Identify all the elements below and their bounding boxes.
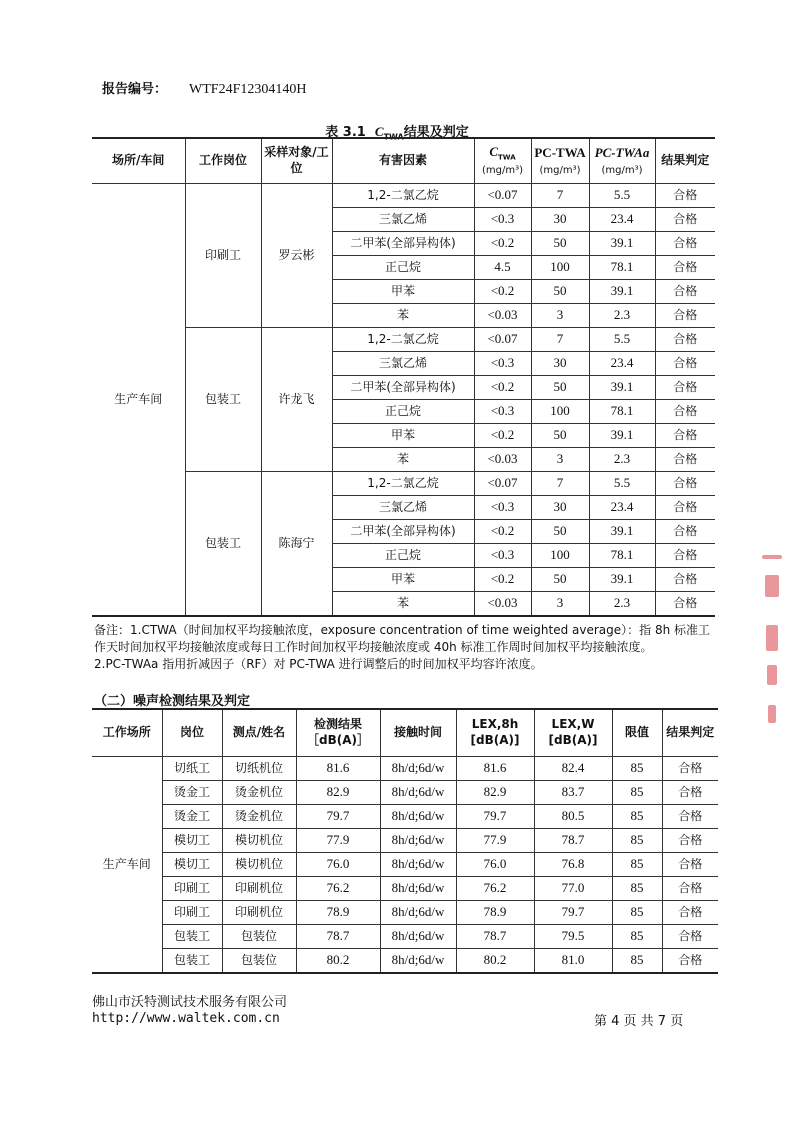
pctwa-cell: 7 [531,472,589,496]
th2-location: 工作场所 [92,709,162,757]
factor-cell: 1,2-二氯乙烷 [332,472,474,496]
noise-lex8h-cell: 81.6 [456,757,534,781]
post-cell: 印刷工 [185,184,261,328]
noise-lexw-cell: 77.0 [534,877,612,901]
table-row [92,829,718,853]
noise-post-cell: 烫金工 [162,781,222,805]
noise-point-cell: 切纸机位 [222,757,296,781]
result-cell: 合格 [655,496,715,520]
noise-post-cell: 模切工 [162,853,222,877]
noise-point-cell: 模切机位 [222,829,296,853]
table1-caption-ctwa: C [374,124,384,139]
pctwa-cell: 100 [531,256,589,280]
noise-judgement-cell: 合格 [662,877,718,901]
noise-value-cell: 79.7 [296,805,380,829]
th2-time: 接触时间 [380,709,456,757]
ctwa-cell: <0.03 [474,448,531,472]
table2-header-row [92,709,718,757]
factor-cell: 1,2-二氯乙烷 [332,328,474,352]
noise-lexw-cell: 76.8 [534,853,612,877]
noise-time-cell: 8h/d;6d/w [380,829,456,853]
factor-cell: 三氯乙烯 [332,496,474,520]
noise-judgement-cell: 合格 [662,829,718,853]
factor-cell: 正己烷 [332,544,474,568]
result-cell: 合格 [655,400,715,424]
pctwa-cell: 50 [531,424,589,448]
table1-header-row [92,138,715,184]
noise-lexw-cell: 79.5 [534,925,612,949]
noise-point-cell: 烫金机位 [222,781,296,805]
result-cell: 合格 [655,568,715,592]
noise-post-cell: 包装工 [162,949,222,974]
noise-value-cell: 77.9 [296,829,380,853]
ctwa-cell: <0.07 [474,184,531,208]
noise-lex8h-cell: 79.7 [456,805,534,829]
ctwa-cell: <0.2 [474,232,531,256]
pctwaa-cell: 39.1 [589,232,655,256]
pctwa-cell: 3 [531,592,589,617]
noise-time-cell: 8h/d;6d/w [380,757,456,781]
ctwa-cell: 4.5 [474,256,531,280]
post-cell: 包装工 [185,328,261,472]
noise-value-cell: 80.2 [296,949,380,974]
noise-judgement-cell: 合格 [662,757,718,781]
report-number-value: WTF24F12304140H [189,82,307,97]
result-cell: 合格 [655,328,715,352]
factor-cell: 正己烷 [332,400,474,424]
noise-lex8h-cell: 80.2 [456,949,534,974]
pctwaa-cell: 5.5 [589,472,655,496]
noise-location-cell: 生产车间 [92,757,162,974]
pctwaa-cell: 2.3 [589,304,655,328]
pctwa-cell: 50 [531,280,589,304]
ctwa-cell: <0.03 [474,304,531,328]
result-cell: 合格 [655,232,715,256]
noise-post-cell: 切纸工 [162,757,222,781]
noise-lexw-cell: 81.0 [534,949,612,974]
noise-time-cell: 8h/d;6d/w [380,949,456,974]
factor-cell: 苯 [332,304,474,328]
result-cell: 合格 [655,208,715,232]
seal-stamp-mark [762,555,782,725]
result-cell: 合格 [655,472,715,496]
ctwa-cell: <0.03 [474,592,531,617]
table-row [92,805,718,829]
noise-lexw-cell: 82.4 [534,757,612,781]
table-row [92,925,718,949]
ctwa-cell: <0.2 [474,520,531,544]
factor-cell: 二甲苯(全部异构体) [332,376,474,400]
ctwa-cell: <0.2 [474,568,531,592]
pctwa-cell: 30 [531,208,589,232]
factor-cell: 正己烷 [332,256,474,280]
noise-judgement-cell: 合格 [662,853,718,877]
th2-post: 岗位 [162,709,222,757]
pctwa-cell: 50 [531,520,589,544]
note-line-2: 2.PC-TWAa 指用折减因子（RF）对 PC-TWA 进行调整后的时间加权平均容许浓度。 [94,657,543,671]
ctwa-cell: <0.2 [474,376,531,400]
noise-value-cell: 82.9 [296,781,380,805]
th-factor: 有害因素 [332,138,474,184]
th2-limit: 限值 [612,709,662,757]
th2-judgement: 结果判定 [662,709,718,757]
th-post: 工作岗位 [185,138,261,184]
th-pctwa: PC-TWA (mg/m³) [531,138,589,184]
noise-limit-cell: 85 [612,757,662,781]
noise-lex8h-cell: 76.2 [456,877,534,901]
noise-point-cell: 包装位 [222,949,296,974]
location-cell: 生产车间 [92,184,185,617]
noise-results-table [92,708,718,974]
noise-post-cell: 模切工 [162,829,222,853]
th-result: 结果判定 [655,138,715,184]
factor-cell: 甲苯 [332,424,474,448]
pctwaa-cell: 2.3 [589,448,655,472]
ctwa-cell: <0.3 [474,352,531,376]
table-row [92,853,718,877]
pctwa-cell: 30 [531,352,589,376]
noise-value-cell: 76.0 [296,853,380,877]
noise-limit-cell: 85 [612,781,662,805]
object-cell: 陈海宁 [261,472,332,617]
ctwa-cell: <0.07 [474,472,531,496]
noise-lexw-cell: 83.7 [534,781,612,805]
table-row [92,328,715,352]
noise-judgement-cell: 合格 [662,925,718,949]
factor-cell: 二甲苯(全部异构体) [332,232,474,256]
ctwa-cell: <0.3 [474,496,531,520]
noise-limit-cell: 85 [612,829,662,853]
th2-lexw: LEX,W [dB(A)] [534,709,612,757]
th2-point: 测点/姓名 [222,709,296,757]
ctwa-cell: <0.3 [474,400,531,424]
noise-time-cell: 8h/d;6d/w [380,925,456,949]
table-row [92,184,715,208]
ctwa-cell: <0.2 [474,280,531,304]
noise-value-cell: 78.7 [296,925,380,949]
noise-time-cell: 8h/d;6d/w [380,805,456,829]
result-cell: 合格 [655,424,715,448]
pctwaa-cell: 23.4 [589,208,655,232]
factor-cell: 苯 [332,448,474,472]
noise-post-cell: 印刷工 [162,901,222,925]
report-number [102,78,306,98]
result-cell: 合格 [655,376,715,400]
ctwa-cell: <0.2 [474,424,531,448]
object-cell: 罗云彬 [261,184,332,328]
noise-limit-cell: 85 [612,925,662,949]
noise-lex8h-cell: 82.9 [456,781,534,805]
noise-point-cell: 模切机位 [222,853,296,877]
noise-lexw-cell: 80.5 [534,805,612,829]
noise-judgement-cell: 合格 [662,805,718,829]
noise-lex8h-cell: 77.9 [456,829,534,853]
table1-caption-number: 表 3.1 [325,125,366,140]
pctwa-cell: 50 [531,232,589,256]
noise-lex8h-cell: 78.7 [456,925,534,949]
ctwa-cell: <0.3 [474,544,531,568]
noise-lexw-cell: 78.7 [534,829,612,853]
pctwaa-cell: 78.1 [589,544,655,568]
noise-point-cell: 印刷机位 [222,901,296,925]
noise-post-cell: 包装工 [162,925,222,949]
pctwaa-cell: 78.1 [589,400,655,424]
th2-lex8h: LEX,8h [dB(A)] [456,709,534,757]
factor-cell: 二甲苯(全部异构体) [332,520,474,544]
noise-limit-cell: 85 [612,877,662,901]
pctwaa-cell: 39.1 [589,568,655,592]
noise-time-cell: 8h/d;6d/w [380,877,456,901]
pctwaa-cell: 23.4 [589,352,655,376]
factor-cell: 甲苯 [332,568,474,592]
footer-page-number: 第 4 页 共 7 页 [594,1014,684,1029]
noise-lex8h-cell: 78.9 [456,901,534,925]
table-row [92,757,718,781]
noise-value-cell: 81.6 [296,757,380,781]
table-row [92,901,718,925]
factor-cell: 三氯乙烯 [332,352,474,376]
noise-value-cell: 76.2 [296,877,380,901]
noise-point-cell: 烫金机位 [222,805,296,829]
pctwa-cell: 3 [531,448,589,472]
result-cell: 合格 [655,280,715,304]
noise-value-cell: 78.9 [296,901,380,925]
pctwaa-cell: 2.3 [589,592,655,617]
noise-limit-cell: 85 [612,901,662,925]
noise-section-title: （二）噪声检测结果及判定 [94,694,251,709]
ctwa-cell: <0.07 [474,328,531,352]
post-cell: 包装工 [185,472,261,617]
note-line-1: 备注：1.CTWA（时间加权平均接触浓度，exposure concentration of time weighted average）：指 8h 标准工作天时间加权平均接触浓度或每日工作时间加权平均接触浓度或 40h 标准工作周时间加权平均接触浓度。 [94,623,711,654]
noise-limit-cell: 85 [612,949,662,974]
factor-cell: 三氯乙烯 [332,208,474,232]
pctwa-cell: 3 [531,304,589,328]
noise-judgement-cell: 合格 [662,949,718,974]
table-row [92,781,718,805]
pctwaa-cell: 39.1 [589,520,655,544]
result-cell: 合格 [655,448,715,472]
th-pctwaa: PC-TWAa (mg/m³) [589,138,655,184]
pctwa-cell: 7 [531,184,589,208]
result-cell: 合格 [655,352,715,376]
pctwaa-cell: 39.1 [589,280,655,304]
object-cell: 许龙飞 [261,328,332,472]
pctwaa-cell: 39.1 [589,376,655,400]
table-row [92,877,718,901]
result-cell: 合格 [655,592,715,617]
noise-limit-cell: 85 [612,853,662,877]
noise-time-cell: 8h/d;6d/w [380,901,456,925]
table1-note [94,622,720,673]
pctwaa-cell: 23.4 [589,496,655,520]
noise-time-cell: 8h/d;6d/w [380,781,456,805]
pctwa-cell: 7 [531,328,589,352]
noise-point-cell: 印刷机位 [222,877,296,901]
noise-post-cell: 印刷工 [162,877,222,901]
noise-lex8h-cell: 76.0 [456,853,534,877]
pctwa-cell: 100 [531,400,589,424]
th-location: 场所/车间 [92,138,185,184]
th-ctwa: $C_{TWA}$ (mg/m³) [474,138,531,184]
footer-url-link[interactable]: http://www.waltek.com.cn [92,1011,280,1026]
pctwa-cell: 30 [531,496,589,520]
pctwa-cell: 50 [531,568,589,592]
noise-lexw-cell: 79.7 [534,901,612,925]
pctwaa-cell: 5.5 [589,184,655,208]
result-cell: 合格 [655,184,715,208]
noise-judgement-cell: 合格 [662,901,718,925]
result-cell: 合格 [655,544,715,568]
report-number-label: 报告编号： [102,82,168,97]
footer-company: 佛山市沃特测试技术服务有限公司 [92,995,288,1010]
noise-point-cell: 包装位 [222,925,296,949]
result-cell: 合格 [655,256,715,280]
th-object: 采样对象/工位 [261,138,332,184]
noise-post-cell: 烫金工 [162,805,222,829]
table-row [92,949,718,974]
pctwaa-cell: 78.1 [589,256,655,280]
th2-result-value: 检测结果［dB(A)］ [296,709,380,757]
noise-limit-cell: 85 [612,805,662,829]
noise-time-cell: 8h/d;6d/w [380,853,456,877]
pctwa-cell: 50 [531,376,589,400]
ctwa-cell: <0.3 [474,208,531,232]
pctwaa-cell: 5.5 [589,328,655,352]
table1-caption-text: 结果及判定 [403,125,469,140]
noise-judgement-cell: 合格 [662,781,718,805]
factor-cell: 1,2-二氯乙烷 [332,184,474,208]
table1-caption-ctwa-sub: TWA [383,132,404,142]
result-cell: 合格 [655,520,715,544]
factor-cell: 甲苯 [332,280,474,304]
table-row [92,472,715,496]
pctwaa-cell: 39.1 [589,424,655,448]
factor-cell: 苯 [332,592,474,617]
ctwa-results-table [92,137,715,617]
pctwa-cell: 100 [531,544,589,568]
result-cell: 合格 [655,304,715,328]
